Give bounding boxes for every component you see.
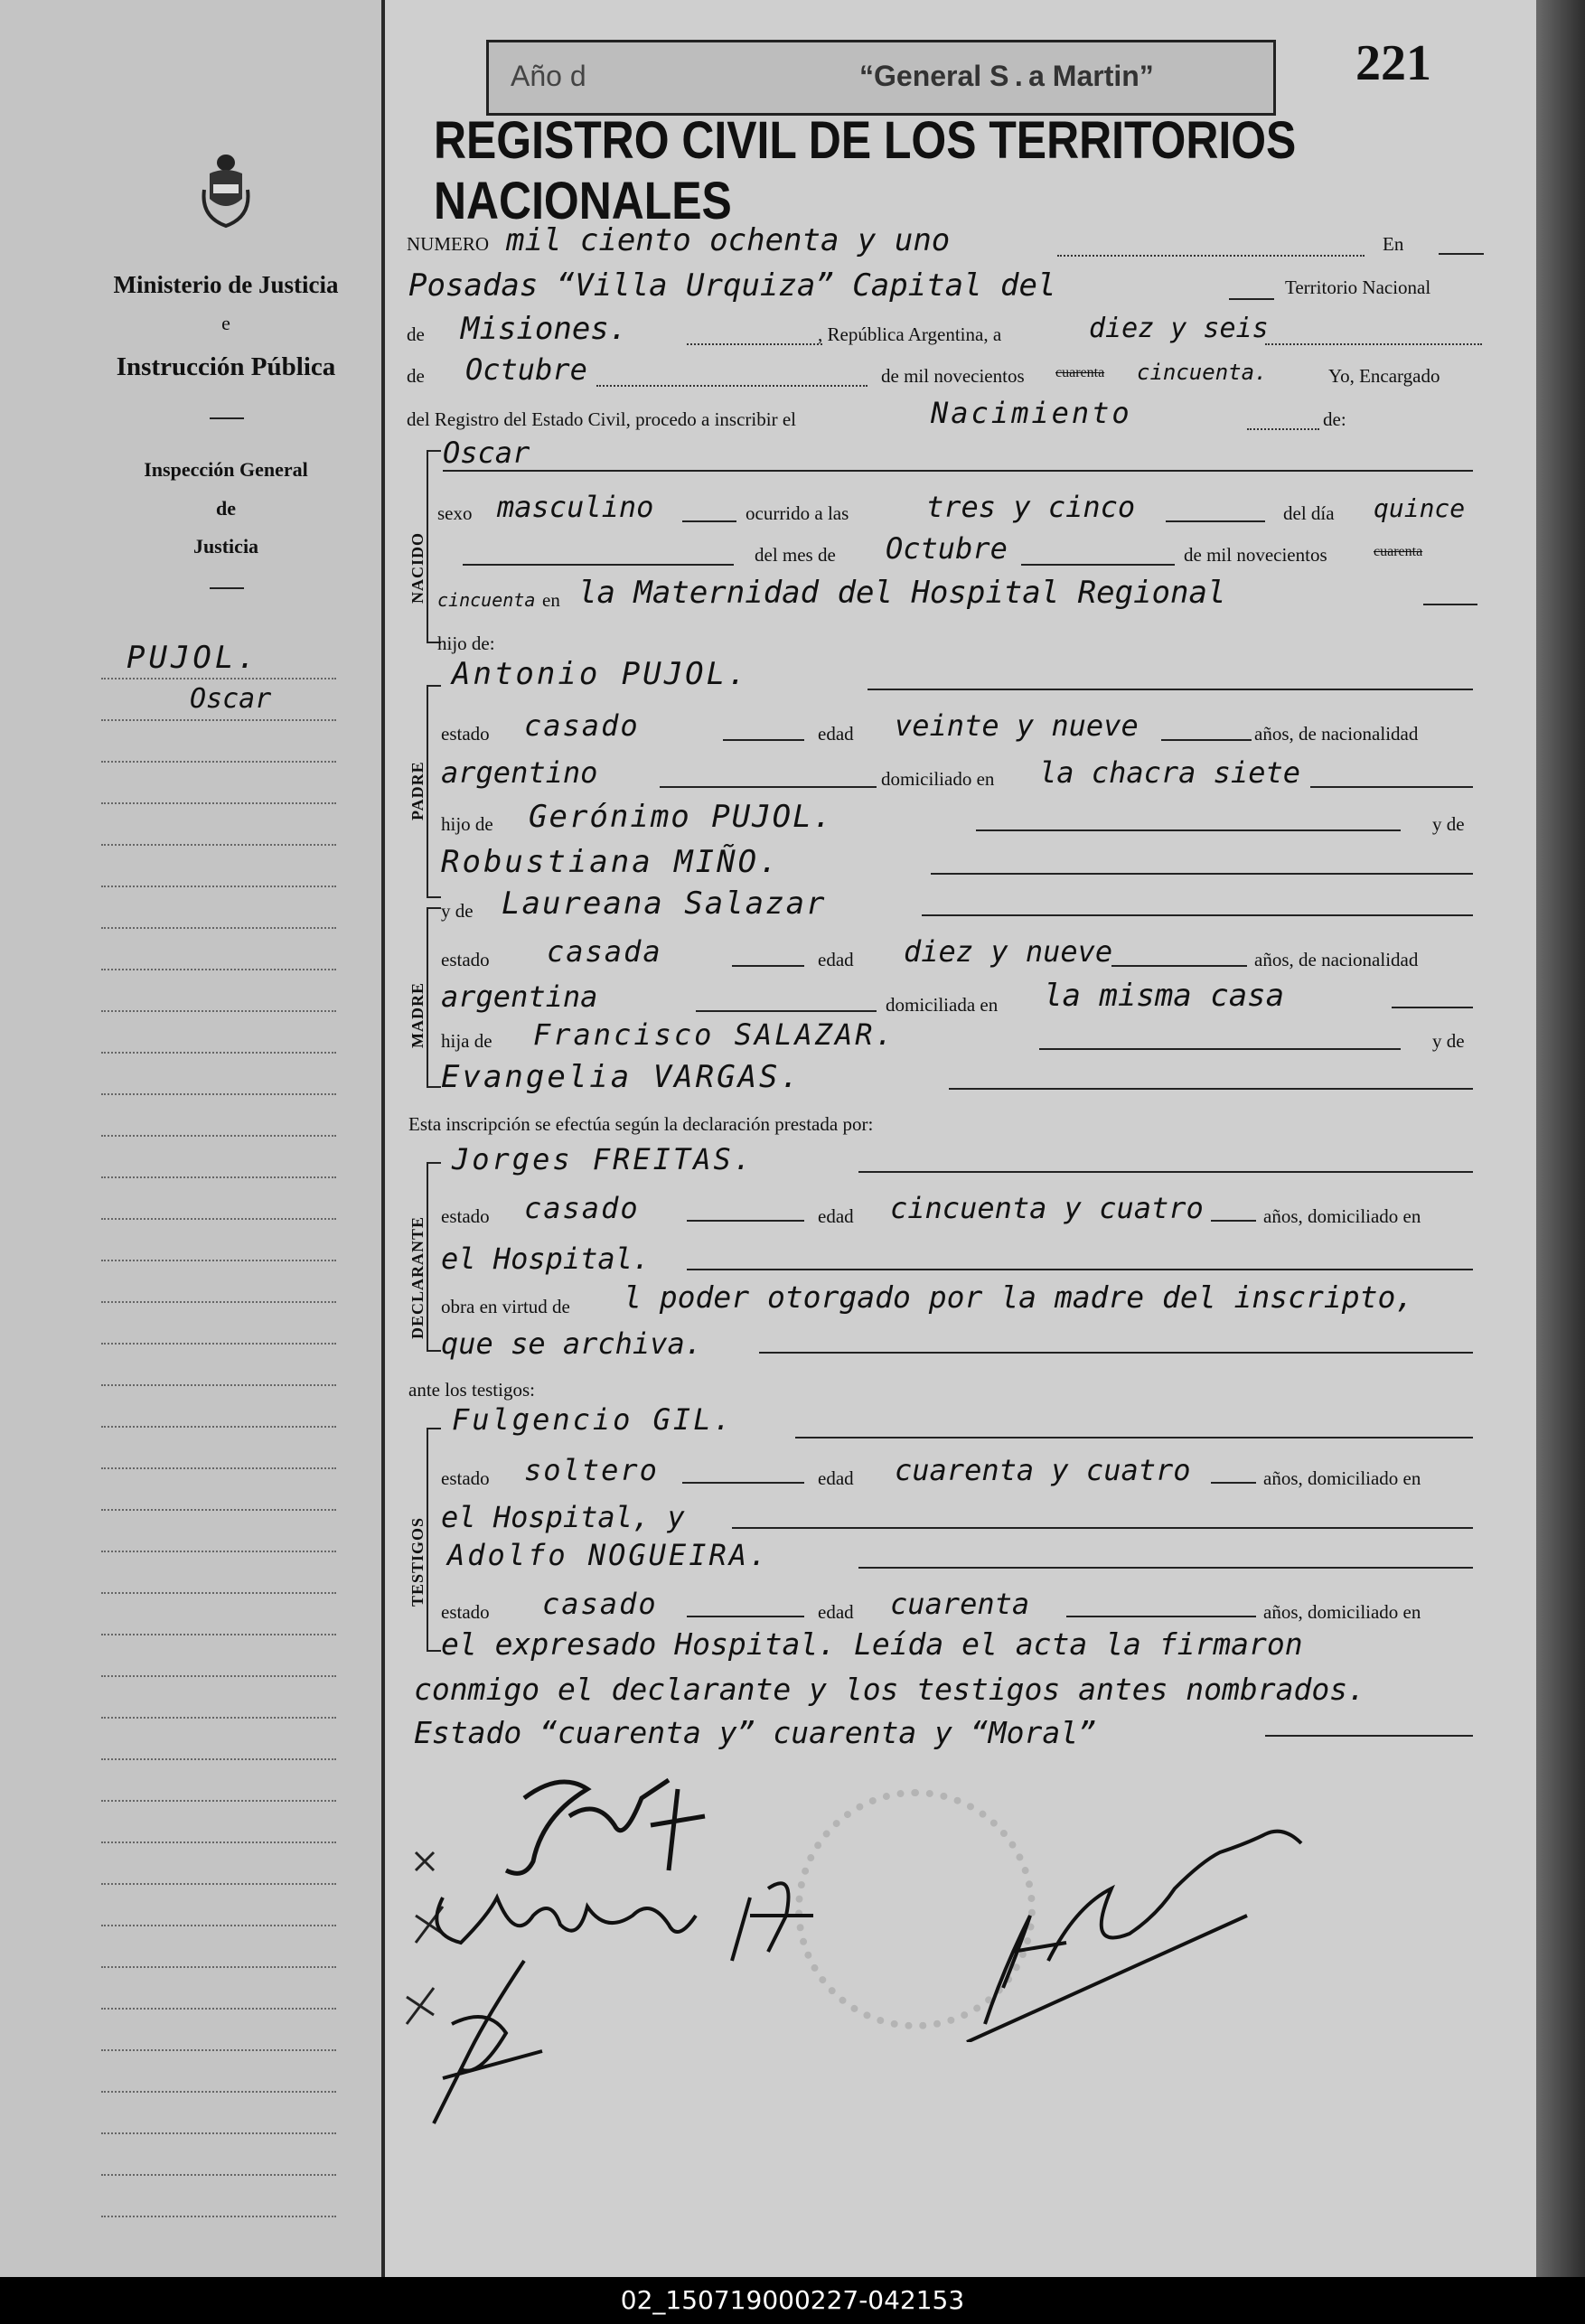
en-la-label: en bbox=[542, 589, 560, 611]
witnesses-intro: ante los testigos: bbox=[408, 1379, 535, 1401]
left-margin-column bbox=[0, 0, 385, 2277]
father-edad-value: veinte y nueve bbox=[895, 708, 1139, 743]
month-value: Octubre bbox=[465, 352, 587, 387]
witness-1-edad: cuarenta y cuatro bbox=[895, 1453, 1191, 1487]
inspection-line-1: Inspección General bbox=[144, 458, 308, 481]
padre-section-label: PADRE bbox=[408, 761, 427, 820]
banner-left-text: Año d bbox=[511, 60, 586, 92]
hijo-label: hijo de: bbox=[437, 633, 495, 654]
mother-y-de-label: y de bbox=[441, 900, 474, 922]
father-y-de-label: y de bbox=[1432, 813, 1465, 835]
birth-month: Octubre bbox=[886, 531, 1008, 566]
birth-year-struck-word: cuarenta bbox=[1374, 544, 1423, 559]
witness-1-domicilio: el Hospital, y bbox=[441, 1500, 685, 1534]
declarant-domicilio: el Hospital. bbox=[441, 1242, 651, 1276]
declarant-name: Jorges FREITAS. bbox=[452, 1142, 754, 1176]
sexo-label: sexo bbox=[437, 502, 473, 524]
hour-value: tres y cinco bbox=[926, 490, 1136, 524]
declarante-bracket bbox=[427, 1162, 441, 1352]
registrar-signature bbox=[949, 1807, 1346, 2042]
obra-value-2: que se archiva. bbox=[441, 1326, 702, 1361]
testigos-bracket bbox=[427, 1428, 441, 1652]
image-caption: 02_150719000227-042153 bbox=[0, 2277, 1585, 2324]
father-edad-label: edad bbox=[818, 723, 854, 745]
year-label: de mil novecientos bbox=[881, 365, 1025, 387]
father-domicilio-label: domiciliado en bbox=[881, 768, 995, 790]
declarant-estado-label: estado bbox=[441, 1205, 490, 1227]
de-label-2: de bbox=[407, 365, 425, 387]
ocurrido-label: ocurrido a las bbox=[746, 502, 849, 524]
margin-surname: PUJOL. bbox=[127, 640, 259, 676]
margin-given-name: Oscar bbox=[190, 683, 272, 715]
declarant-edad-label: edad bbox=[818, 1205, 854, 1227]
declarant-edad-value: cincuenta y cuatro bbox=[890, 1191, 1204, 1225]
padre-bracket bbox=[427, 685, 441, 898]
book-spine bbox=[1536, 0, 1585, 2277]
territorio-label: Territorio Nacional bbox=[1285, 276, 1431, 298]
testigos-section-label: TESTIGOS bbox=[408, 1516, 427, 1607]
ministry-line-3: Instrucción Pública bbox=[116, 352, 336, 381]
father-name: Antonio PUJOL. bbox=[452, 656, 749, 692]
mother-of-mother: Evangelia VARGAS. bbox=[441, 1059, 802, 1095]
numero-value: mil ciento ochenta y uno bbox=[506, 222, 951, 258]
mother-estado-label: estado bbox=[441, 949, 490, 970]
birth-year-label: de mil novecientos bbox=[1184, 544, 1327, 566]
del-dia-label: del día bbox=[1283, 502, 1335, 524]
father-of-mother: Francisco SALAZAR. bbox=[533, 1017, 896, 1052]
numero-label: NUMERO bbox=[407, 233, 490, 255]
place-value: Posadas “Villa Urquiza” Capital del bbox=[408, 267, 1056, 304]
father-anos-label: años, de nacionalidad bbox=[1254, 723, 1419, 745]
father-nationality: argentino bbox=[441, 755, 598, 790]
nacido-section-label: NACIDO bbox=[408, 531, 427, 604]
child-name: Oscar bbox=[443, 436, 530, 470]
closing-line-1: conmigo el declarante y los testigos antes nombrados. bbox=[414, 1672, 1365, 1707]
margin-divider bbox=[210, 587, 244, 589]
year-value: cincuenta. bbox=[1137, 360, 1268, 385]
de-colon-label: de: bbox=[1323, 408, 1346, 430]
mother-name: Laureana Salazar bbox=[502, 886, 827, 922]
folio-number: 221 bbox=[1355, 35, 1431, 91]
witness-2-domicilio: el expresado Hospital. Leída el acta la firmaron bbox=[441, 1626, 1303, 1662]
mother-nationality: argentina bbox=[441, 979, 598, 1014]
mes-label: del mes de bbox=[755, 544, 836, 566]
inspection-line-2: de bbox=[216, 497, 236, 520]
obra-value-1: l poder otorgado por la madre del inscripto, bbox=[624, 1279, 1414, 1315]
declarant-intro: Esta inscripción se efectúa según la declaración prestada por: bbox=[408, 1113, 874, 1135]
margin-divider bbox=[210, 417, 244, 419]
mother-hija-de-label: hija de bbox=[441, 1030, 492, 1052]
banner-right-text: “General S . a Martin” bbox=[859, 60, 1154, 92]
witness-1-name: Fulgencio GIL. bbox=[452, 1402, 734, 1437]
obra-label: obra en virtud de bbox=[441, 1296, 570, 1317]
declarant-estado-value: casado bbox=[524, 1191, 640, 1225]
registro-label: del Registro del Estado Civil, procedo a inscribir el bbox=[407, 408, 796, 430]
witness-2-estado: casado bbox=[542, 1587, 658, 1621]
declarante-section-label: DECLARANTE bbox=[408, 1215, 427, 1339]
republica-label: , República Argentina, a bbox=[818, 323, 1002, 345]
madre-bracket bbox=[427, 907, 441, 1088]
closing-line-2: Estado “cuarenta y” cuarenta y “Moral” bbox=[414, 1715, 1096, 1750]
witness-2-anos-label: años, domiciliado en bbox=[1263, 1601, 1421, 1623]
witness-2-edad-label: edad bbox=[818, 1601, 854, 1623]
witness-1-anos-label: años, domiciliado en bbox=[1263, 1467, 1421, 1489]
father-estado-value: casado bbox=[524, 708, 640, 743]
territory-value: Misiones. bbox=[461, 311, 628, 347]
father-hijo-de-label: hijo de bbox=[441, 813, 493, 835]
witness-2-signature bbox=[398, 1943, 578, 2141]
year-struck-word: cuarenta bbox=[1055, 365, 1105, 380]
birth-day: quince bbox=[1374, 493, 1466, 523]
mother-estado-value: casada bbox=[547, 934, 662, 969]
father-of-father: Gerónimo PUJOL. bbox=[529, 799, 834, 835]
mother-anos-label: años, de nacionalidad bbox=[1254, 949, 1419, 970]
encargado-label: Yo, Encargado bbox=[1328, 365, 1440, 387]
witness-1-edad-label: edad bbox=[818, 1467, 854, 1489]
de-label: de bbox=[407, 323, 425, 345]
witness-1-estado: soltero bbox=[524, 1453, 659, 1487]
declarant-anos-label: años, domiciliado en bbox=[1263, 1205, 1421, 1227]
birth-year-value: cincuenta bbox=[437, 589, 536, 611]
father-domicilio-value: la chacra siete bbox=[1039, 755, 1300, 790]
mother-edad-label: edad bbox=[818, 949, 854, 970]
ministry-line-2: e bbox=[221, 312, 230, 334]
inspection-line-3: Justicia bbox=[192, 535, 259, 558]
sex-value: masculino bbox=[497, 490, 654, 524]
mother-domicilio-label: domiciliada en bbox=[886, 994, 999, 1016]
father-estado-label: estado bbox=[441, 723, 490, 745]
day-value: diez y seis bbox=[1089, 313, 1269, 344]
witness-1-estado-label: estado bbox=[441, 1467, 490, 1489]
ministry-line-1: Ministerio de Justicia bbox=[113, 271, 339, 298]
national-coat-of-arms-icon bbox=[201, 154, 251, 230]
nacido-bracket bbox=[427, 450, 441, 643]
witness-2-name: Adolfo NOGUEIRA. bbox=[447, 1538, 770, 1572]
mother-of-father: Robustiana MIÑO. bbox=[441, 844, 781, 880]
act-type: Nacimiento bbox=[931, 396, 1132, 430]
page-title: REGISTRO CIVIL DE LOS TERRITORIOS NACIONALES bbox=[434, 111, 1297, 230]
year-banner-stamp bbox=[486, 40, 1276, 116]
mother-edad-value: diez y nueve bbox=[904, 934, 1113, 969]
birth-place: la Maternidad del Hospital Regional bbox=[578, 575, 1226, 611]
madre-section-label: MADRE bbox=[408, 982, 427, 1048]
en-label: En bbox=[1383, 233, 1404, 255]
witness-2-estado-label: estado bbox=[441, 1601, 490, 1623]
mother-domicilio-value: la misma casa bbox=[1044, 978, 1285, 1014]
witness-2-edad: cuarenta bbox=[890, 1587, 1030, 1621]
mother-y-de-label-2: y de bbox=[1432, 1030, 1465, 1052]
